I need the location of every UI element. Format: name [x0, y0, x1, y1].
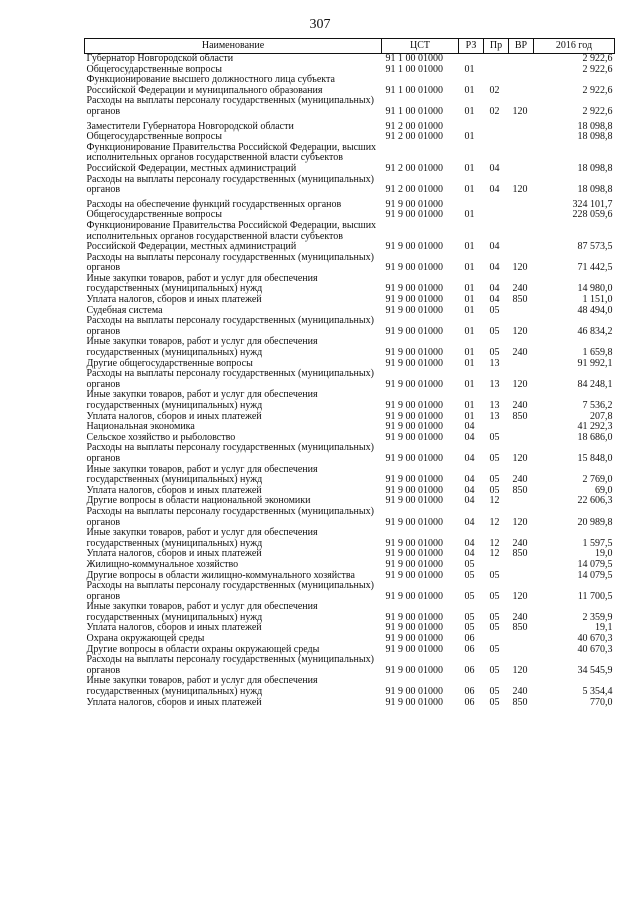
cell-pr — [484, 54, 509, 65]
cell-name: Сельское хозяйство и рыболовство — [86, 431, 236, 443]
cell-code: 91 1 00 01000 — [385, 53, 443, 64]
table-row — [85, 698, 615, 709]
cell-vr — [509, 496, 534, 507]
cell-vr: 240 — [512, 283, 528, 295]
cell-code: 91 9 00 01000 — [385, 241, 443, 253]
cell-rz: 04 — [464, 474, 475, 486]
cell-code: 91 1 00 01000 — [385, 63, 443, 75]
cell-sum: 18 098,8 — [577, 120, 613, 132]
cell-name: Иные закупки товаров, работ и услуг для обеспечения государственных (муниципальных) нужд — [86, 336, 318, 359]
cell-vr — [509, 118, 534, 133]
cell-sum: 22 606,3 — [577, 495, 613, 507]
cell-sum: 2 922,6 — [582, 105, 613, 117]
table-body — [85, 54, 615, 709]
cell-rz: 05 — [464, 590, 475, 602]
cell-pr: 05 — [489, 622, 500, 634]
cell-rz: 01 — [464, 63, 475, 75]
cell-sum: 14 079,5 — [577, 558, 613, 570]
cell-vr: 850 — [512, 410, 528, 422]
cell-vr: 120 — [512, 184, 528, 196]
header-pr: Пр — [484, 39, 509, 54]
cell-pr: 05 — [489, 474, 500, 486]
cell-vr: 240 — [512, 611, 528, 623]
cell-code: 91 1 00 01000 — [385, 105, 443, 117]
cell-vr — [509, 645, 534, 656]
cell-name: Расходы на выплаты персоналу государственных (муниципальных) органов — [86, 505, 374, 528]
cell-pr: 12 — [489, 537, 500, 549]
cell-rz: 01 — [464, 105, 475, 117]
cell-rz: 01 — [464, 325, 475, 337]
cell-name: Общегосударственные вопросы — [86, 63, 222, 75]
table-row — [85, 274, 615, 295]
cell-pr: 12 — [489, 495, 500, 507]
cell-rz — [459, 118, 484, 133]
cell-sum: 2 359,9 — [582, 611, 613, 623]
cell-pr: 05 — [489, 304, 500, 316]
cell-pr — [484, 196, 509, 211]
cell-code: 91 9 00 01000 — [385, 643, 443, 655]
cell-sum: 19,0 — [595, 548, 613, 560]
cell-name: Расходы на обеспечение функций государственных органов — [86, 198, 342, 210]
cell-rz: 05 — [464, 569, 475, 581]
cell-name: Другие вопросы в области охраны окружающей среды — [86, 643, 320, 655]
cell-pr: 04 — [489, 294, 500, 306]
cell-rz: 01 — [464, 184, 475, 196]
cell-code: 91 9 00 01000 — [385, 378, 443, 390]
cell-rz: 05 — [464, 558, 475, 570]
cell-sum: 40 670,3 — [577, 633, 613, 645]
table-row — [85, 369, 615, 390]
cell-pr: 04 — [489, 241, 500, 253]
header-sum: 2016 год — [534, 39, 615, 54]
cell-name: Национальная экономика — [86, 421, 195, 433]
cell-pr: 05 — [489, 347, 500, 359]
cell-sum: 1 597,5 — [582, 537, 613, 549]
cell-rz: 04 — [464, 452, 475, 464]
cell-name: Расходы на выплаты персоналу государственных (муниципальных) органов — [86, 315, 374, 337]
cell-pr: 04 — [489, 262, 500, 274]
table-row — [85, 96, 615, 117]
cell-rz: 04 — [464, 516, 475, 528]
cell-name: Уплата налогов, сборов и иных платежей — [86, 696, 262, 708]
cell-name: Функционирование Правительства Российской Федерации, высших исполнительных органов государственной власти субъектов Российской Федерации, местных администраций — [86, 219, 377, 253]
cell-vr — [509, 306, 534, 317]
cell-sum: 84 248,1 — [577, 378, 613, 390]
cell-pr: 05 — [489, 611, 500, 623]
cell-rz: 06 — [464, 696, 475, 708]
cell-sum: 228 059,6 — [572, 209, 613, 221]
cell-vr — [509, 221, 534, 253]
cell-name: Общегосударственные вопросы — [86, 209, 222, 221]
cell-rz: 06 — [464, 643, 475, 655]
cell-pr: 04 — [489, 283, 500, 295]
cell-pr: 12 — [489, 548, 500, 560]
cell-rz: 06 — [464, 633, 475, 645]
cell-name: Иные закупки товаров, работ и услуг для обеспечения государственных (муниципальных) нужд — [86, 272, 318, 295]
cell-name: Уплата налогов, сборов и иных платежей — [86, 622, 262, 634]
table-row — [85, 655, 615, 676]
cell-vr: 120 — [512, 325, 528, 337]
cell-sum: 40 670,3 — [577, 643, 613, 655]
cell-rz: 01 — [464, 283, 475, 295]
cell-pr: 05 — [489, 431, 500, 443]
cell-vr: 120 — [512, 590, 528, 602]
table-row — [85, 196, 615, 211]
cell-vr: 120 — [512, 516, 528, 528]
cell-rz: 01 — [464, 347, 475, 359]
header-code: ЦСТ — [382, 39, 459, 54]
cell-vr: 240 — [512, 474, 528, 486]
table-row — [85, 54, 615, 65]
cell-code: 91 9 00 01000 — [385, 611, 443, 623]
budget-table — [84, 38, 615, 708]
cell-name: Жилищно-коммунальное хозяйство — [86, 558, 239, 570]
cell-sum: 2 769,0 — [582, 474, 613, 486]
cell-name: Уплата налогов, сборов и иных платежей — [86, 294, 262, 306]
cell-code: 91 9 00 01000 — [385, 696, 443, 708]
cell-pr — [484, 560, 509, 571]
cell-pr: 02 — [489, 84, 500, 96]
cell-vr: 850 — [512, 548, 528, 560]
cell-sum: 69,0 — [595, 484, 613, 496]
cell-rz: 01 — [464, 209, 475, 221]
cell-pr: 13 — [489, 357, 500, 369]
cell-pr: 05 — [489, 590, 500, 602]
cell-sum: 770,0 — [590, 696, 613, 708]
cell-code: 91 2 00 01000 — [385, 184, 443, 196]
cell-name: Губернатор Новгородской области — [86, 53, 234, 64]
header-vr: ВР — [509, 39, 534, 54]
table-row — [85, 75, 615, 96]
table-row — [85, 560, 615, 571]
cell-sum: 20 989,8 — [577, 516, 613, 528]
table-row — [85, 465, 615, 486]
cell-sum: 18 098,8 — [577, 162, 613, 174]
table-row — [85, 316, 615, 337]
cell-pr: 04 — [489, 184, 500, 196]
cell-code: 91 9 00 01000 — [385, 569, 443, 581]
cell-name: Иные закупки товаров, работ и услуг для обеспечения государственных (муниципальных) нужд — [86, 527, 318, 549]
cell-name: Функционирование Правительства Российской Федерации, высших исполнительных органов государственной власти субъектов Российской Федерации, местных администраций — [86, 141, 377, 174]
table-row — [85, 221, 615, 253]
cell-rz: 01 — [464, 84, 475, 96]
cell-pr — [484, 210, 509, 221]
cell-name: Расходы на выплаты персоналу государственных (муниципальных) органов — [86, 251, 374, 274]
cell-rz: 01 — [464, 262, 475, 274]
cell-sum: 18 686,0 — [577, 431, 613, 443]
cell-sum: 71 442,5 — [577, 262, 613, 274]
cell-sum: 1 151,0 — [582, 294, 613, 306]
cell-pr: 05 — [489, 452, 500, 464]
cell-pr: 05 — [489, 325, 500, 337]
cell-rz: 01 — [464, 294, 475, 306]
table-row — [85, 507, 615, 528]
cell-code: 91 9 00 01000 — [385, 209, 443, 221]
cell-pr: 05 — [489, 664, 500, 676]
cell-code: 91 9 00 01000 — [385, 347, 443, 359]
page-number: 307 — [309, 17, 331, 32]
cell-name: Иные закупки товаров, работ и услуг для обеспечения государственных (муниципальных) нужд — [86, 675, 318, 698]
cell-rz — [459, 196, 484, 211]
cell-name: Расходы на выплаты персоналу государственных (муниципальных) органов — [86, 580, 374, 602]
cell-code: 91 9 00 01000 — [385, 283, 443, 295]
cell-rz: 01 — [464, 400, 475, 411]
cell-vr — [509, 65, 534, 76]
cell-vr — [509, 143, 534, 175]
cell-rz: 01 — [464, 378, 475, 390]
table-row — [85, 443, 615, 464]
cell-name: Другие вопросы в области национальной экономики — [86, 495, 311, 507]
cell-code: 91 9 00 01000 — [385, 664, 443, 676]
cell-pr: 04 — [489, 162, 500, 174]
cell-rz: 01 — [464, 357, 475, 369]
cell-code: 91 9 00 01000 — [385, 452, 443, 464]
cell-code: 91 9 00 01000 — [385, 294, 443, 306]
cell-name: Расходы на выплаты персоналу государственных (муниципальных) органов — [86, 442, 374, 464]
cell-name: Другие общегосударственные вопросы — [86, 357, 253, 369]
cell-code: 91 9 00 01000 — [385, 198, 443, 210]
cell-sum: 48 494,0 — [577, 304, 613, 316]
cell-code: 91 9 00 01000 — [385, 410, 443, 422]
header-rz: РЗ — [459, 39, 484, 54]
cell-pr: 13 — [489, 400, 500, 411]
cell-vr — [509, 54, 534, 65]
cell-rz: 05 — [464, 622, 475, 634]
cell-sum: 46 834,2 — [577, 325, 613, 337]
cell-rz: 04 — [464, 431, 475, 443]
cell-sum: 18 098,8 — [577, 131, 613, 143]
cell-pr: 12 — [489, 516, 500, 528]
cell-pr — [484, 132, 509, 143]
cell-sum: 15 848,0 — [577, 452, 613, 464]
cell-pr: 02 — [489, 105, 500, 117]
cell-rz: 04 — [464, 548, 475, 560]
cell-code: 91 9 00 01000 — [385, 400, 443, 411]
cell-code: 91 9 00 01000 — [385, 474, 443, 486]
cell-rz: 06 — [464, 664, 475, 676]
table-row — [85, 337, 615, 358]
cell-name: Заместители Губернатора Новгородской области — [86, 120, 294, 132]
cell-vr — [509, 433, 534, 444]
table-row — [85, 581, 615, 602]
cell-code: 91 9 00 01000 — [385, 325, 443, 337]
cell-code: 91 1 00 01000 — [385, 84, 443, 96]
cell-sum: 91 992,1 — [577, 357, 613, 369]
cell-name: Уплата налогов, сборов и иных платежей — [86, 410, 262, 422]
cell-code: 91 9 00 01000 — [385, 622, 443, 634]
cell-code: 91 9 00 01000 — [385, 686, 443, 698]
cell-code: 91 9 00 01000 — [385, 304, 443, 316]
cell-vr — [509, 422, 534, 433]
cell-sum: 87 573,5 — [577, 241, 613, 253]
cell-vr — [509, 75, 534, 96]
table-row — [85, 118, 615, 133]
cell-name: Расходы на выплаты персоналу государственных (муниципальных) органов — [86, 95, 374, 117]
cell-vr: 120 — [512, 452, 528, 464]
cell-name: Охрана окружающей среды — [86, 633, 205, 645]
cell-sum: 18 098,8 — [577, 184, 613, 196]
cell-vr: 850 — [512, 696, 528, 708]
cell-rz: 01 — [464, 304, 475, 316]
cell-pr: 05 — [489, 686, 500, 698]
cell-pr: 05 — [489, 696, 500, 708]
cell-name: Общегосударственные вопросы — [86, 131, 222, 143]
cell-name: Другие вопросы в области жилищно-коммунального хозяйства — [86, 569, 355, 581]
table-row — [85, 602, 615, 623]
cell-code: 91 9 00 01000 — [385, 633, 443, 645]
cell-code: 91 9 00 01000 — [385, 558, 443, 570]
cell-sum: 5 354,4 — [582, 686, 613, 698]
cell-sum: 14 980,0 — [577, 283, 613, 295]
cell-sum: 2 922,6 — [582, 63, 613, 75]
cell-code: 91 9 00 01000 — [385, 262, 443, 274]
cell-sum: 324 101,7 — [572, 198, 613, 210]
cell-vr: 120 — [512, 105, 528, 117]
cell-vr: 240 — [512, 537, 528, 549]
cell-vr — [509, 560, 534, 571]
cell-rz: 01 — [464, 410, 475, 422]
cell-code: 91 9 00 01000 — [385, 421, 443, 433]
cell-pr: 05 — [489, 643, 500, 655]
cell-vr: 240 — [512, 400, 528, 411]
cell-sum: 34 545,9 — [577, 664, 613, 676]
cell-rz: 04 — [464, 537, 475, 549]
cell-code: 91 9 00 01000 — [385, 537, 443, 549]
cell-vr: 850 — [512, 622, 528, 634]
cell-sum: 14 079,5 — [577, 569, 613, 581]
cell-sum: 207,8 — [590, 410, 613, 422]
cell-pr: 13 — [489, 410, 500, 422]
cell-sum: 2 922,6 — [582, 53, 613, 64]
cell-rz: 05 — [464, 611, 475, 623]
cell-name: Иные закупки товаров, работ и услуг для обеспечения государственных (муниципальных) нужд — [86, 601, 318, 623]
table-row — [85, 528, 615, 549]
table-row — [85, 390, 615, 411]
table-row — [85, 253, 615, 274]
cell-pr: 05 — [489, 484, 500, 496]
table-row — [85, 295, 615, 306]
cell-code: 91 9 00 01000 — [385, 484, 443, 496]
cell-code: 91 9 00 01000 — [385, 548, 443, 560]
cell-code: 91 9 00 01000 — [385, 357, 443, 369]
cell-sum: 41 292,3 — [577, 421, 613, 433]
cell-code: 91 2 00 01000 — [385, 162, 443, 174]
cell-vr — [509, 132, 534, 143]
cell-rz: 01 — [464, 131, 475, 143]
cell-rz — [459, 54, 484, 65]
cell-name: Расходы на выплаты персоналу государственных (муниципальных) органов — [86, 368, 374, 390]
cell-name: Расходы на выплаты персоналу государственных (муниципальных) органов — [86, 173, 374, 196]
cell-code: 91 9 00 01000 — [385, 590, 443, 602]
table-row — [85, 143, 615, 175]
cell-sum: 11 700,5 — [577, 590, 613, 602]
cell-sum: 7 536,2 — [582, 400, 613, 411]
cell-vr — [509, 571, 534, 582]
cell-vr — [509, 210, 534, 221]
cell-rz: 01 — [464, 241, 475, 253]
cell-code: 91 2 00 01000 — [385, 131, 443, 143]
cell-rz: 06 — [464, 686, 475, 698]
cell-vr: 240 — [512, 686, 528, 698]
cell-vr — [509, 634, 534, 645]
cell-name: Функционирование высшего должностного лица субъекта Российской Федерации и муниципального образования — [86, 74, 335, 96]
cell-vr: 120 — [512, 262, 528, 274]
cell-code: 91 9 00 01000 — [385, 431, 443, 443]
cell-rz: 04 — [464, 484, 475, 496]
table-row — [85, 676, 615, 697]
cell-sum: 19,1 — [595, 622, 613, 634]
cell-pr: 05 — [489, 569, 500, 581]
cell-pr: 13 — [489, 378, 500, 390]
cell-vr — [509, 196, 534, 211]
table-header-row — [85, 39, 615, 54]
cell-sum: 2 922,6 — [582, 84, 613, 96]
cell-name: Уплата налогов, сборов и иных платежей — [86, 484, 262, 496]
cell-rz: 01 — [464, 162, 475, 174]
cell-vr: 850 — [512, 484, 528, 496]
table-row — [85, 175, 615, 196]
cell-vr: 120 — [512, 664, 528, 676]
cell-code: 91 9 00 01000 — [385, 516, 443, 528]
header-name: Наименование — [85, 39, 382, 54]
cell-name: Иные закупки товаров, работ и услуг для обеспечения государственных (муниципальных) нужд — [86, 389, 318, 411]
cell-code: 91 2 00 01000 — [385, 120, 443, 132]
cell-name: Судебная система — [86, 304, 163, 316]
cell-name: Иные закупки товаров, работ и услуг для обеспечения государственных (муниципальных) нужд — [86, 463, 318, 486]
cell-code: 91 9 00 01000 — [385, 495, 443, 507]
cell-vr — [509, 359, 534, 370]
cell-rz: 04 — [464, 421, 475, 433]
cell-vr: 120 — [512, 378, 528, 390]
cell-vr: 240 — [512, 347, 528, 359]
cell-name: Уплата налогов, сборов и иных платежей — [86, 548, 262, 560]
cell-pr — [484, 65, 509, 76]
cell-vr: 850 — [512, 294, 528, 306]
cell-name: Расходы на выплаты персоналу государственных (муниципальных) органов — [86, 654, 374, 676]
cell-pr — [484, 118, 509, 133]
cell-rz: 04 — [464, 495, 475, 507]
cell-sum: 1 659,8 — [582, 347, 613, 359]
